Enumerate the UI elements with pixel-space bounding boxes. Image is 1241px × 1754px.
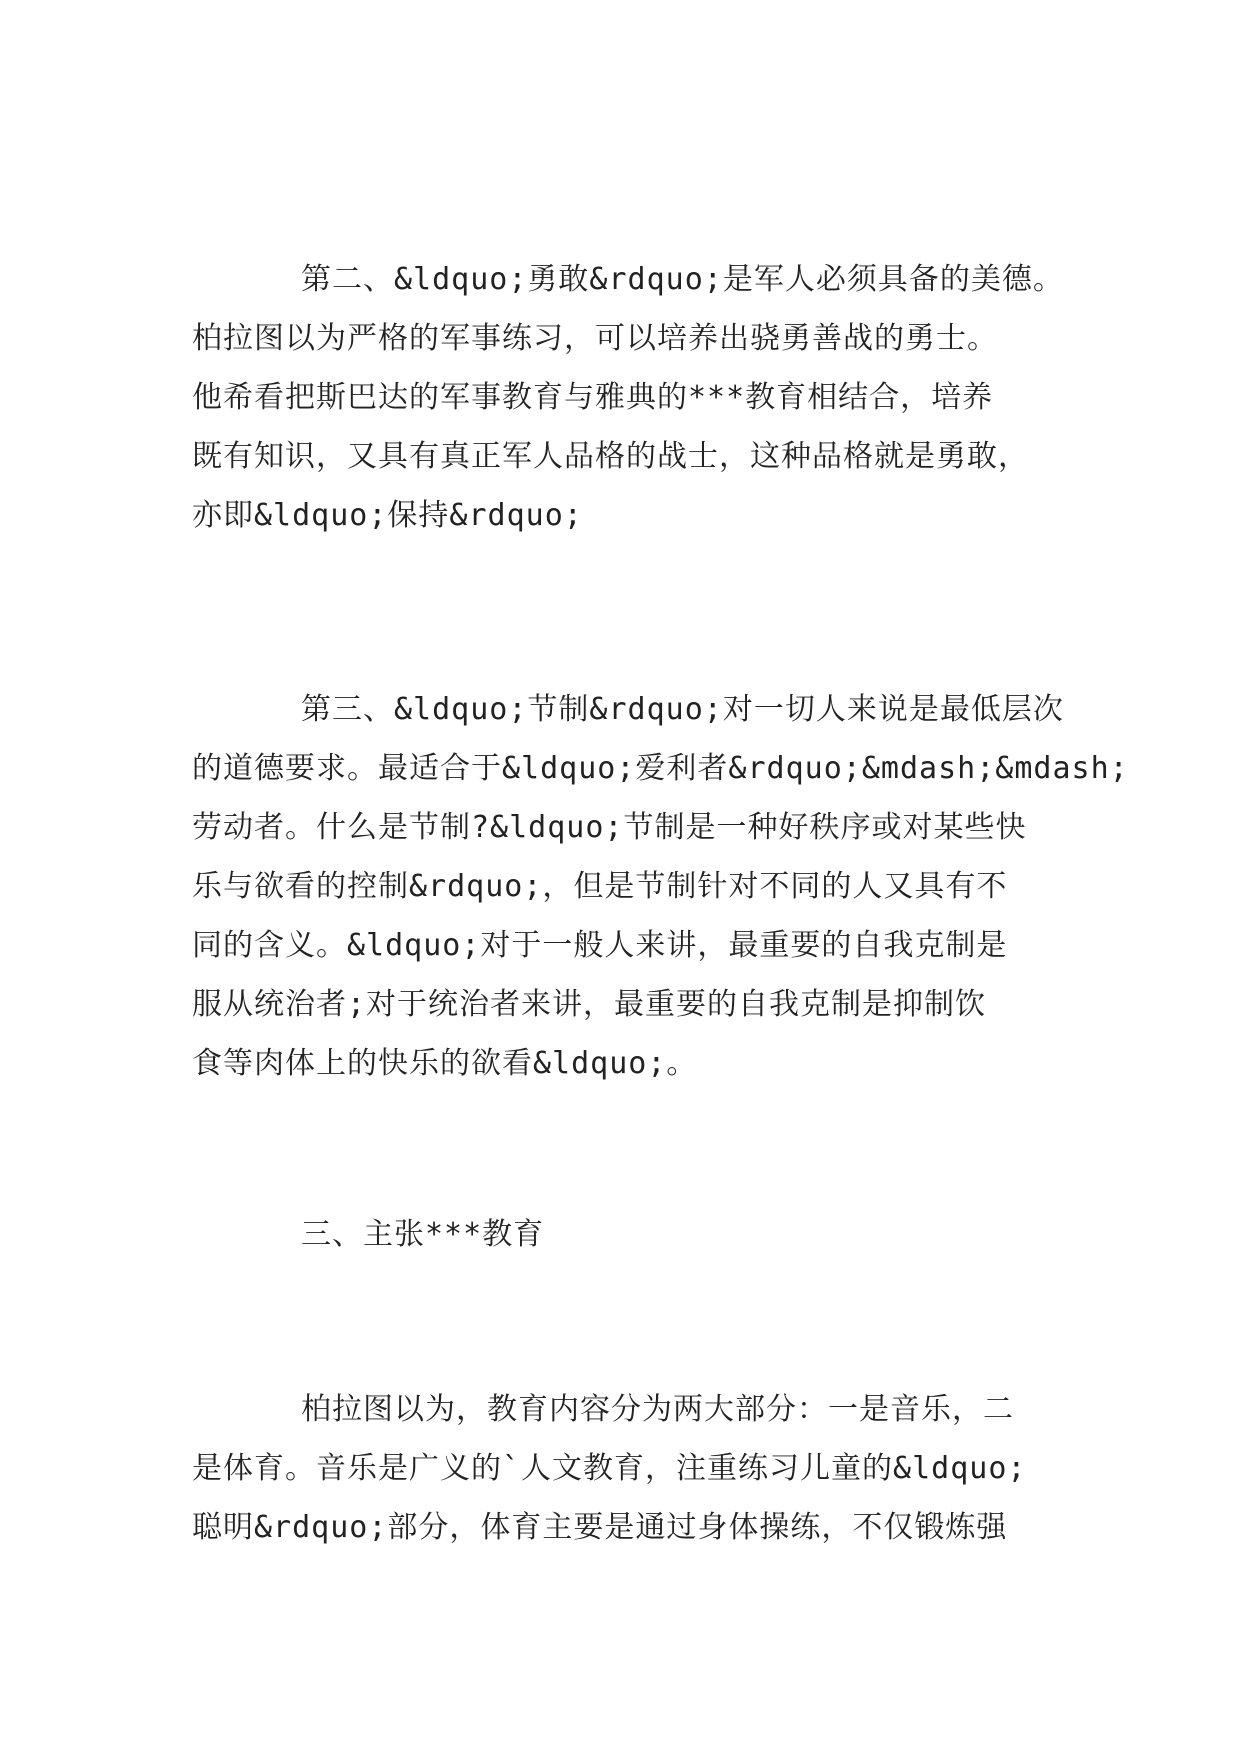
text-line: 第三、&ldquo;节制&rdquo;对一切人来说是最低层次 xyxy=(301,692,1064,727)
text-line: 柏拉图以为，教育内容分为两大部分：一是音乐，二 xyxy=(301,1392,1014,1427)
text-line: 他希看把斯巴达的军事教育与雅典的***教育相结合，培养 xyxy=(192,380,994,415)
text-line: 是体育。音乐是广义的`人文教育，注重练习儿童的&ldquo; xyxy=(192,1451,1027,1486)
text-line: 乐与欲看的控制&rdquo;，但是节制针对不同的人又具有不 xyxy=(192,869,1008,904)
text-line: 食等肉体上的快乐的欲看&ldquo;。 xyxy=(192,1046,698,1081)
text-line: 聪明&rdquo;部分，体育主要是通过身体操练，不仅锻炼强 xyxy=(192,1510,1008,1545)
text-line: 柏拉图以为严格的军事练习，可以培养出骁勇善战的勇士。 xyxy=(192,321,998,356)
text-line: 的道德要求。最适合于&ldquo;爱利者&rdquo;&mdash;&mdash; xyxy=(192,751,1129,786)
text-line: 既有知识，又具有真正军人品格的战士，这种品格就是勇敢， xyxy=(192,439,1029,474)
heading-text: 三、主张***教育 xyxy=(301,1217,545,1252)
section-heading xyxy=(192,1205,1072,1264)
text-line: 同的含义。&ldquo;对于一般人来讲，最重要的自我克制是 xyxy=(192,928,1008,963)
paragraph-courage xyxy=(192,250,1072,545)
text-line: 第二、&ldquo;勇敢&rdquo;是军人必须具备的美德。 xyxy=(301,262,1064,297)
text-line: 亦即&ldquo;保持&rdquo; xyxy=(192,498,583,533)
paragraph-temperance xyxy=(192,680,1129,1093)
text-line: 劳动者。什么是节制?&ldquo;节制是一种好秩序或对某些快 xyxy=(192,810,1027,845)
text-line: 服从统治者;对于统治者来讲，最重要的自我克制是抑制饮 xyxy=(192,987,987,1022)
paragraph-education-content xyxy=(192,1380,1072,1557)
